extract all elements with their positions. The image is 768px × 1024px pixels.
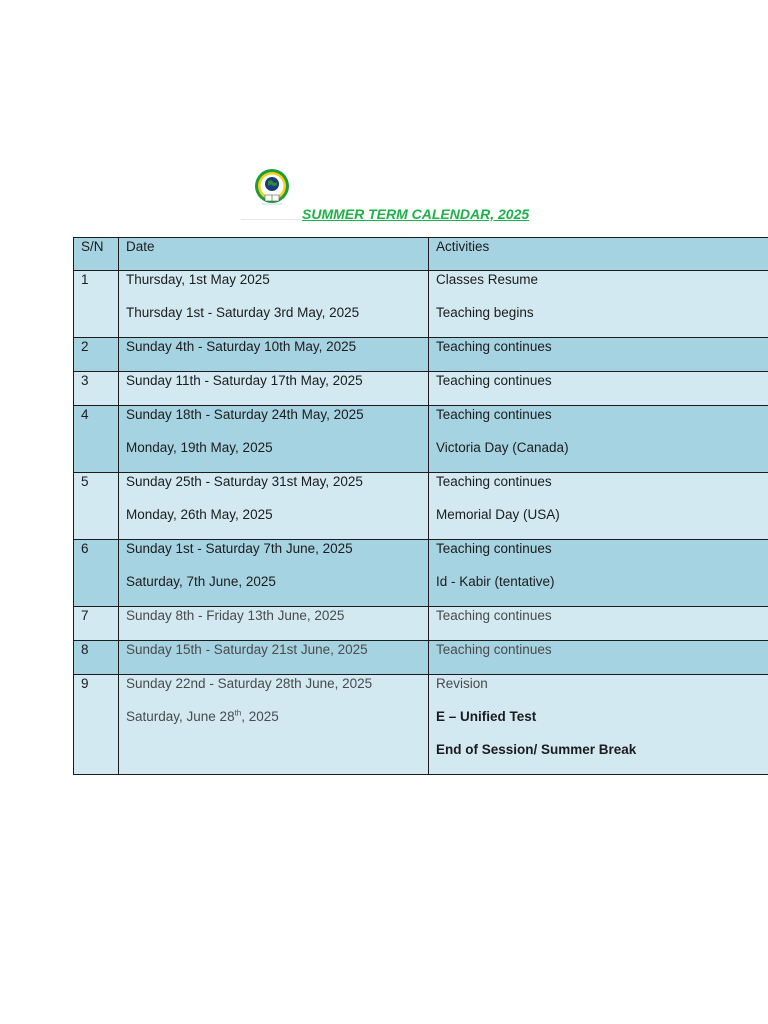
date-ordinal-suffix: th	[234, 708, 242, 718]
school-logo	[253, 168, 291, 208]
date-text: Monday, 26th May, 2025	[126, 507, 273, 522]
activity-text: Teaching continues	[436, 373, 552, 388]
activity-text: Teaching begins	[436, 305, 534, 320]
activity-text: Id - Kabir (tentative)	[436, 574, 555, 589]
calendar-table	[73, 237, 768, 775]
date-text-main: Saturday, June 28	[126, 709, 235, 724]
sn-value: 9	[81, 676, 89, 691]
sn-cell	[74, 675, 119, 775]
activity-text: Teaching continues	[436, 407, 552, 422]
title-rule	[241, 219, 301, 220]
table-row	[74, 338, 768, 372]
sn-value: 4	[81, 407, 89, 422]
activity-cell	[429, 406, 768, 473]
activity-text: End of Session/ Summer Break	[436, 742, 637, 757]
sn-cell	[74, 641, 119, 675]
activity-text: Victoria Day (Canada)	[436, 440, 569, 455]
activity-cell	[429, 641, 768, 675]
table-row	[74, 271, 768, 338]
page-title: SUMMER TERM CALENDAR, 2025	[302, 206, 530, 222]
date-text: Sunday 4th - Saturday 10th May, 2025	[126, 339, 357, 354]
date-text-year: , 2025	[241, 709, 279, 724]
table-row	[74, 641, 768, 675]
date-text: Sunday 18th - Saturday 24th May, 2025	[126, 407, 364, 422]
activity-text: Teaching continues	[436, 474, 552, 489]
activity-cell	[429, 675, 768, 775]
sn-cell	[74, 473, 119, 540]
date-text: Sunday 25th - Saturday 31st May, 2025	[126, 474, 363, 489]
date-text: Sunday 8th - Friday 13th June, 2025	[126, 608, 345, 623]
activity-text: Memorial Day (USA)	[436, 507, 560, 522]
activity-text: Classes Resume	[436, 272, 539, 287]
date-text: Saturday, 7th June, 2025	[126, 574, 276, 589]
date-text: Thursday, 1st May 2025	[126, 272, 270, 287]
sn-value: 5	[81, 474, 89, 489]
date-cell	[119, 271, 429, 338]
sn-cell	[74, 406, 119, 473]
date-cell	[119, 607, 429, 641]
date-cell	[119, 473, 429, 540]
date-text	[126, 708, 421, 741]
table-header-row	[74, 238, 768, 271]
activity-text: Teaching continues	[436, 541, 552, 556]
date-cell	[119, 338, 429, 372]
sn-cell	[74, 540, 119, 607]
school-globe-logo-icon	[253, 168, 291, 208]
date-text: Sunday 1st - Saturday 7th June, 2025	[126, 541, 353, 556]
header-sn: S/N	[74, 238, 119, 271]
date-cell	[119, 372, 429, 406]
date-text	[126, 741, 421, 774]
activity-cell	[429, 372, 768, 406]
sn-cell	[74, 607, 119, 641]
activity-text: Teaching continues	[436, 608, 552, 623]
sn-cell	[74, 372, 119, 406]
date-text: Sunday 11th - Saturday 17th May, 2025	[126, 373, 363, 388]
activity-cell	[429, 271, 768, 338]
sn-value: 6	[81, 541, 89, 556]
activity-text: E – Unified Test	[436, 709, 537, 724]
date-cell	[119, 675, 429, 775]
sn-value: 2	[81, 339, 89, 354]
sn-value: 1	[81, 272, 89, 287]
date-cell	[119, 406, 429, 473]
header-activities: Activities	[429, 238, 768, 271]
date-cell	[119, 641, 429, 675]
activity-text: Revision	[436, 676, 488, 691]
sn-cell	[74, 271, 119, 338]
calendar-body	[74, 271, 768, 775]
table-row	[74, 406, 768, 473]
sn-value: 7	[81, 608, 89, 623]
header-date: Date	[119, 238, 429, 271]
activity-cell	[429, 540, 768, 607]
activity-text: Teaching continues	[436, 339, 552, 354]
activity-text: Teaching continues	[436, 642, 552, 657]
activity-cell	[429, 607, 768, 641]
table-row	[74, 607, 768, 641]
activity-cell	[429, 338, 768, 372]
date-text: Sunday 15th - Saturday 21st June, 2025	[126, 642, 368, 657]
date-text: Sunday 22nd - Saturday 28th June, 2025	[126, 676, 373, 691]
sn-cell	[74, 338, 119, 372]
table-row	[74, 675, 768, 775]
table-row	[74, 540, 768, 607]
table-row	[74, 473, 768, 540]
activity-cell	[429, 473, 768, 540]
table-row	[74, 372, 768, 406]
sn-value: 8	[81, 642, 89, 657]
date-cell	[119, 540, 429, 607]
date-text: Thursday 1st - Saturday 3rd May, 2025	[126, 305, 360, 320]
date-text: Monday, 19th May, 2025	[126, 440, 273, 455]
sn-value: 3	[81, 373, 89, 388]
